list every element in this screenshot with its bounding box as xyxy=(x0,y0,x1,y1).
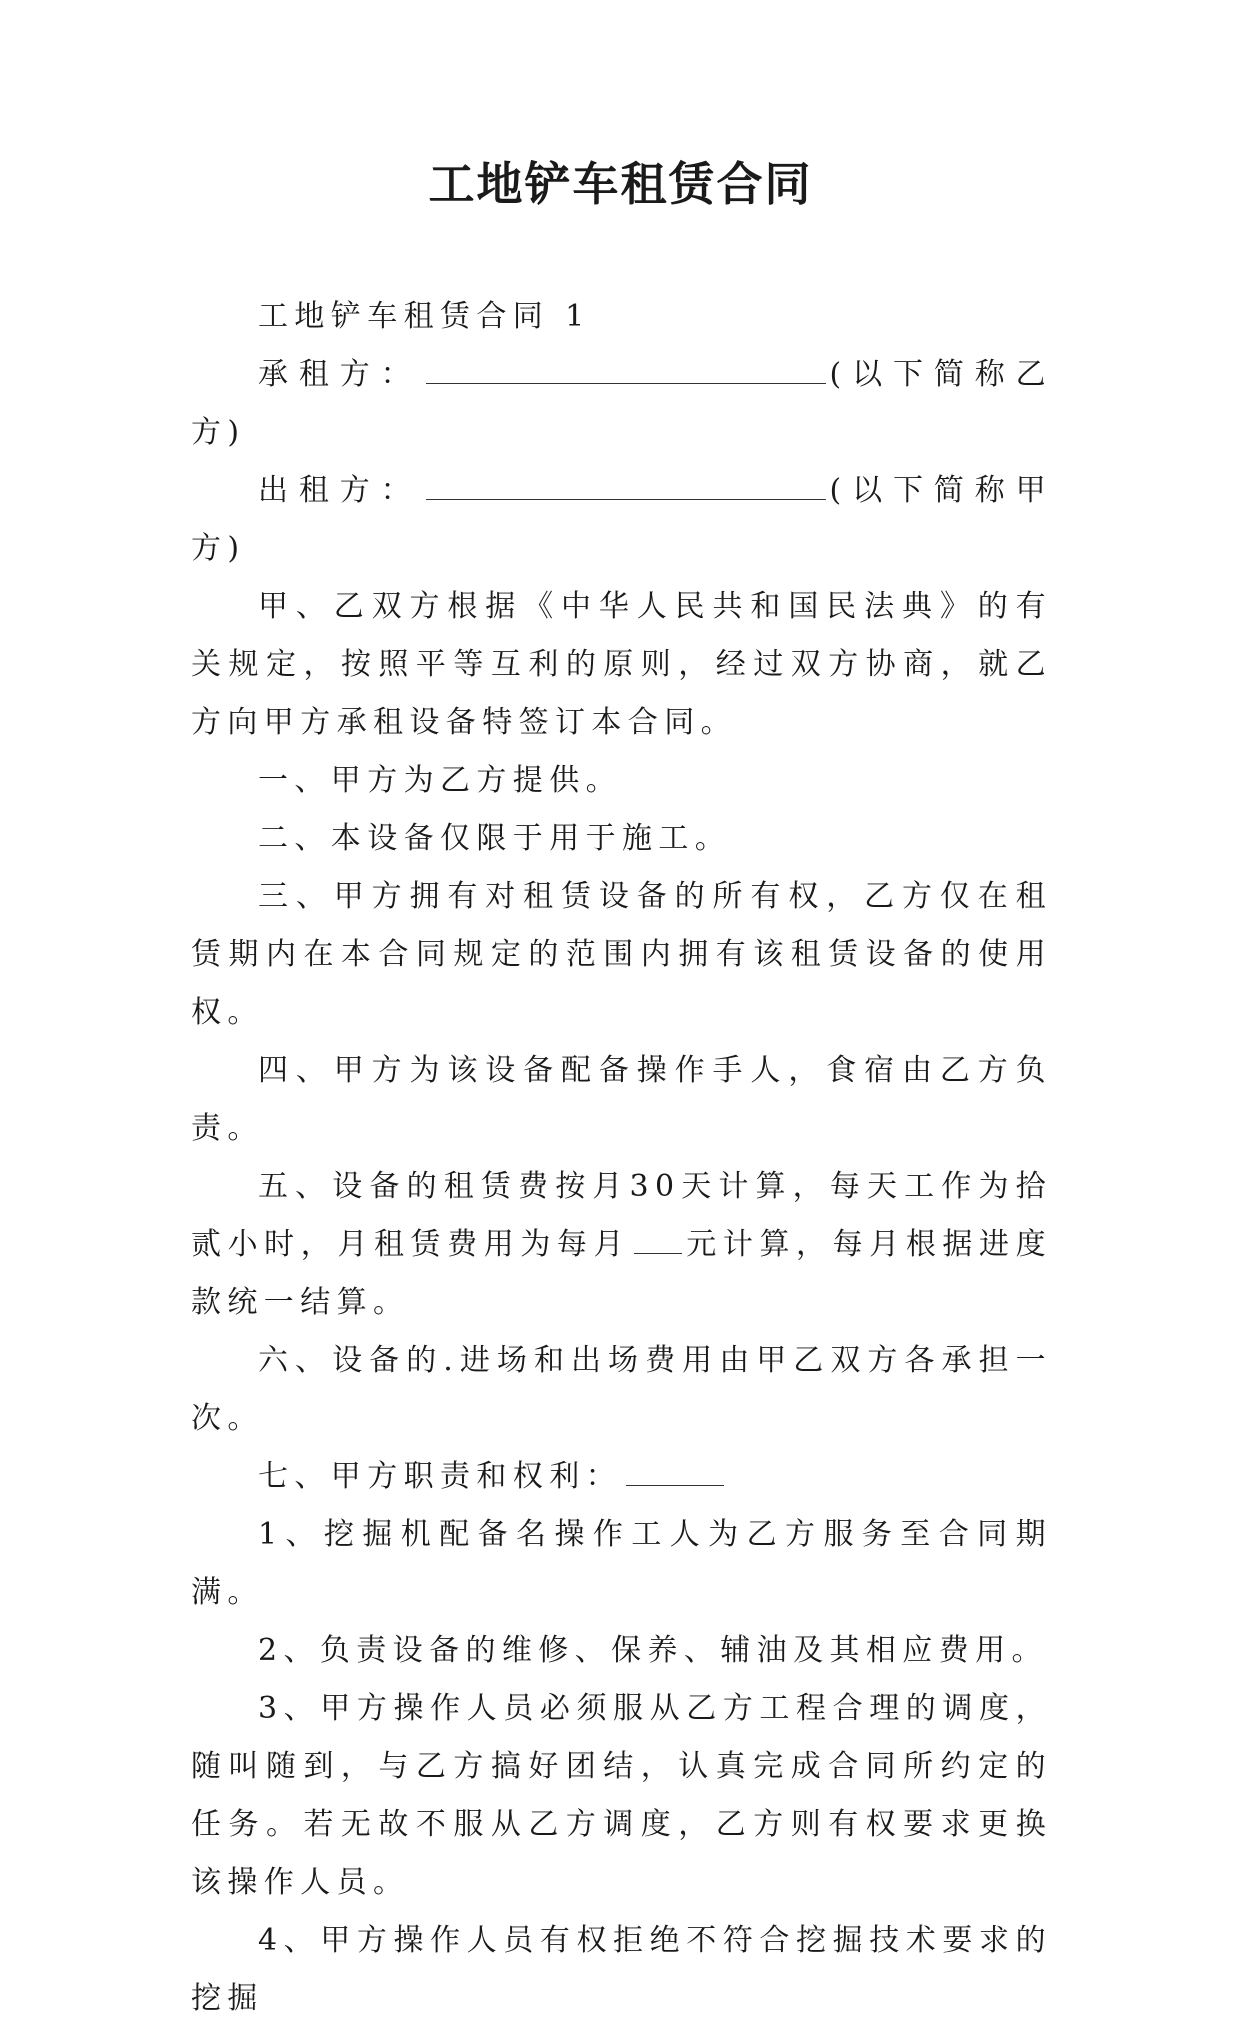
clause-5-text-a: 五、设备的租赁费按月30天计算，每天工作为拾贰小时，月租赁费用为每月 xyxy=(191,1169,1052,1262)
clause-4: 四、甲方为该设备配备操作手人，食宿由乙方负责。 xyxy=(191,1053,1052,1146)
item-1: 1、挖掘机配备名操作工人为乙方服务至合同期满。 xyxy=(191,1517,1052,1610)
lessor-suffix: (以下简称甲方) xyxy=(191,473,1052,566)
lessee-line xyxy=(191,346,1052,462)
clause-6: 六、设备的.进场和出场费用由甲乙双方各承担一次。 xyxy=(191,1343,1052,1436)
lessor-line xyxy=(191,462,1052,578)
preamble-paragraph: 甲、乙双方根据《中华人民共和国民法典》的有关规定，按照平等互利的原则，经过双方协商，就乙方向甲方承租设备特签订本合同。 xyxy=(191,589,1052,740)
lessee-suffix: (以下简称乙方) xyxy=(191,357,1052,450)
item-2: 2、负责设备的维修、保养、辅油及其相应费用。 xyxy=(258,1633,1048,1668)
clause-3: 三、甲方拥有对租赁设备的所有权，乙方仅在租赁期内在本合同规定的范围内拥有该租赁设备的使用权。 xyxy=(191,879,1052,1030)
clause-1: 一、甲方为乙方提供。 xyxy=(258,763,622,798)
rent-amount-blank xyxy=(634,1223,682,1254)
clause-5 xyxy=(191,1158,1052,1332)
clause-7-text: 七、甲方职责和权利： xyxy=(258,1459,622,1494)
document-body xyxy=(191,288,1052,2028)
item-3: 3、甲方操作人员必须服从乙方工程合理的调度，随叫随到，与乙方搞好团结，认真完成合同所约定的任务。若无故不服从乙方调度，乙方则有权要求更换该操作人员。 xyxy=(191,1691,1052,1900)
clause-2: 二、本设备仅限于用于施工。 xyxy=(258,821,732,856)
clause-5-text-b: 元计算，每月根据进度款统一结算。 xyxy=(191,1227,1052,1320)
lessor-label: 出租方： xyxy=(258,473,422,508)
lessee-blank xyxy=(426,353,826,384)
clause-7-blank xyxy=(626,1455,724,1486)
clause-7 xyxy=(191,1448,1052,1506)
document-title: 工地铲车租赁合同 xyxy=(428,157,813,211)
lessor-blank xyxy=(426,469,826,500)
contract-subtitle: 工地铲车租赁合同 1 xyxy=(258,299,591,334)
item-4: 4、甲方操作人员有权拒绝不符合挖掘技术要求的挖掘 xyxy=(191,1923,1052,2016)
lessee-label: 承租方： xyxy=(258,357,422,392)
